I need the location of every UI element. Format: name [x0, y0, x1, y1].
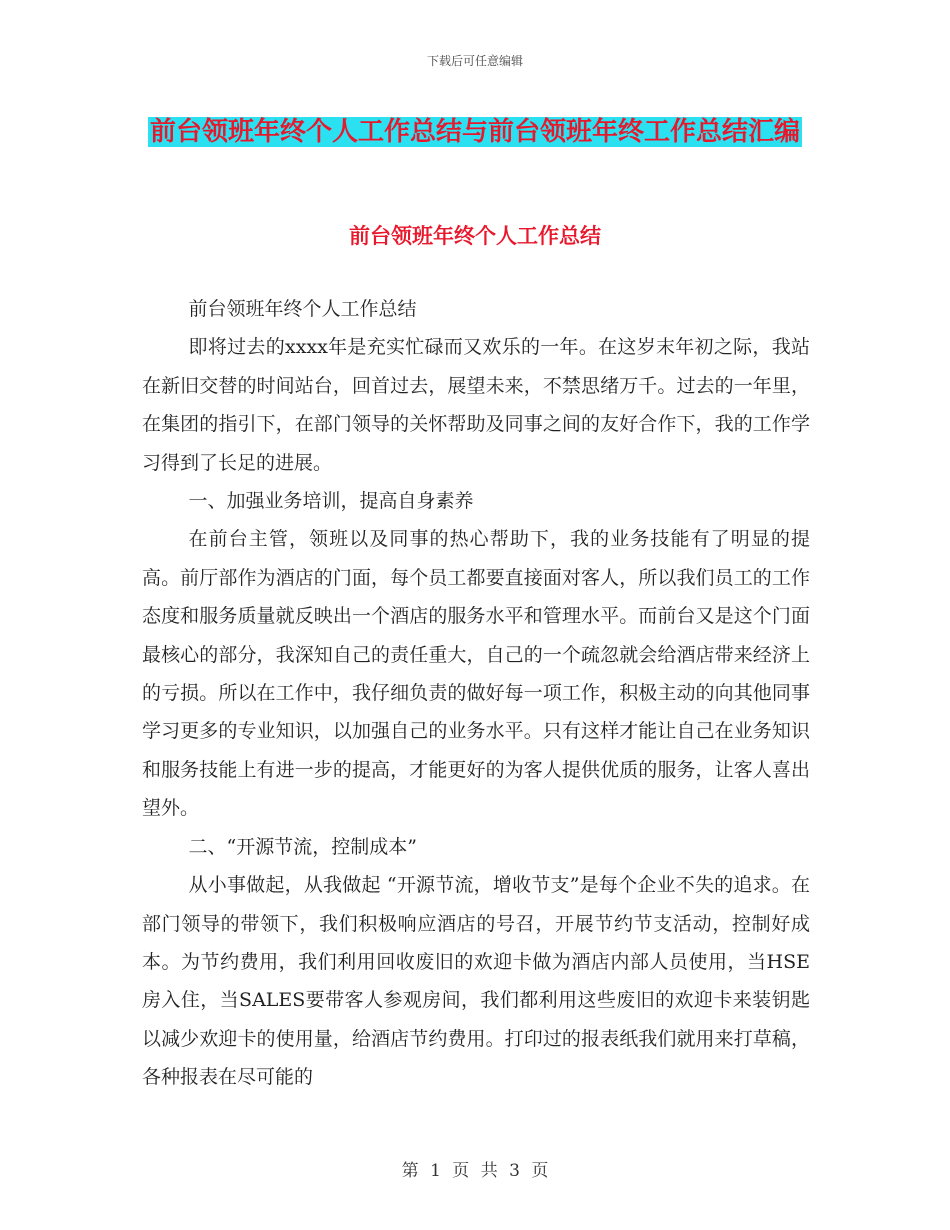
section-title: 前台领班年终个人工作总结 [349, 223, 601, 248]
paragraph: 即将过去的xxxx年是充实忙碌而又欢乐的一年。在这岁末年初之际，我站在新旧交替的时间站台，回首过去，展望未来，不禁思绪万千。过去的一年里，在集团的指引下，在部门领导的关怀帮助及同事之间的友好合作下，我的工作学习得到了长足的进展。 [142, 336, 810, 474]
document-title-text: 前台领班年终个人工作总结与前台领班年终工作总结汇编 [149, 117, 800, 147]
page-footer: 第 1 页 共 3 页 [401, 1161, 549, 1181]
page-header: 下载后可任意编辑 [426, 54, 523, 68]
paragraph: 前台领班年终个人工作总结 [188, 298, 417, 320]
paragraph: 一、加强业务培训，提高自身素养 [188, 490, 474, 513]
document-body [142, 290, 810, 1097]
document-title [140, 110, 810, 154]
paragraph: 从小事做起，从我做起 “开源节流，增收节支”是每个企业不失的追求。在部门领导的带领下，我们积极响应酒店的号召，开展节约节支活动，控制好成本。为节约费用，我们利用回收废旧的欢迎卡做为酒店内部人员使用，当HSE房入住，当SALES要带客人参观房间，我们都利用这些废旧的欢迎卡来装钥匙以减少欢迎卡的使用量，给酒店节约费用。打印过的报表纸我们就用来打草稿，各种报表在尽可能的 [142, 874, 810, 1089]
paragraph: 二、“开源节流，控制成本” [188, 835, 417, 858]
paragraph: 在前台主管，领班以及同事的热心帮助下，我的业务技能有了明显的提高。前厅部作为酒店的门面，每个员工都要直接面对客人，所以我们员工的工作态度和服务质量就反映出一个酒店的服务水平和管理水平。而前台又是这个门面最核心的部分，我深知自己的责任重大，自己的一个疏忽就会给酒店带来经济上的亏损。所以在工作中，我仔细负责的做好每一项工作，积极主动的向其他同事学习更多的专业知识，以加强自己的业务水平。只有这样才能让自己在业务知识和服务技能上有进一步的提高，才能更好的为客人提供优质的服务，让客人喜出望外。 [142, 528, 810, 820]
